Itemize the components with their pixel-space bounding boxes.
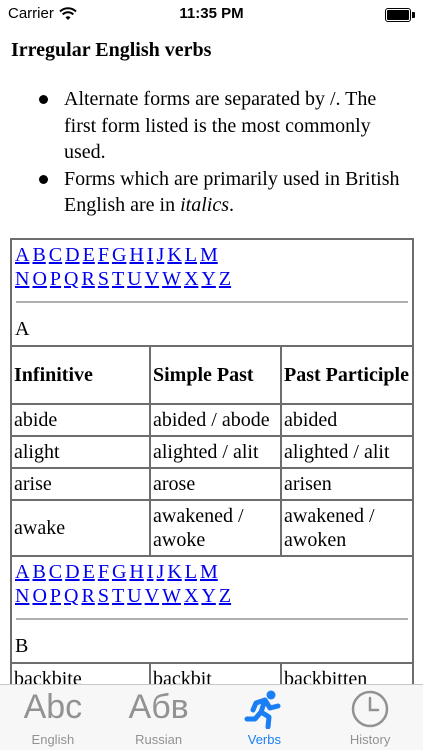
letter-link-u[interactable]: U [127, 268, 142, 290]
letter-link-b[interactable]: B [32, 561, 46, 583]
simple-past-cell: alighted / alit [151, 437, 282, 467]
letter-link-o[interactable]: O [32, 268, 47, 290]
letter-link-t[interactable]: T [111, 268, 125, 290]
column-header: Simple Past [151, 347, 282, 403]
verb-table [10, 238, 414, 684]
letter-link-j[interactable]: J [156, 244, 165, 266]
letter-link-h[interactable]: H [129, 561, 144, 583]
infinitive-cell: alight [12, 437, 151, 467]
letter-link-z[interactable]: Z [218, 585, 232, 607]
letter-link-n[interactable]: N [15, 268, 30, 290]
alphabet-row [15, 560, 409, 584]
letter-link-c[interactable]: C [48, 561, 63, 583]
alphabet-nav [12, 240, 412, 347]
letter-link-j[interactable]: J [156, 561, 165, 583]
letter-link-x[interactable]: X [183, 585, 199, 607]
tab-label: English [31, 732, 75, 747]
list-item [0, 166, 423, 219]
list-item [0, 86, 423, 166]
letter-link-q[interactable]: Q [64, 585, 79, 607]
letter-link-f[interactable]: F [97, 244, 109, 266]
past-participle-cell: abided [284, 409, 338, 431]
abc-icon: Abc [23, 688, 83, 726]
alphabet-nav [12, 557, 412, 664]
letter-link-t[interactable]: T [111, 585, 125, 607]
letter-link-k[interactable]: K [167, 244, 182, 266]
letter-link-p[interactable]: P [49, 268, 62, 290]
letter-link-l[interactable]: L [184, 244, 197, 266]
past-participle-cell: alighted / alit [284, 441, 390, 463]
letter-link-l[interactable]: L [184, 561, 197, 583]
letter-link-i[interactable]: I [146, 244, 154, 266]
status-bar [0, 0, 423, 30]
letter-link-z[interactable]: Z [218, 268, 232, 290]
cyrillic-icon: Абв [128, 688, 189, 726]
tab-verbs[interactable] [212, 685, 318, 750]
infinitive-cell: abide [12, 405, 151, 435]
clock-time: 11:35 PM [179, 5, 244, 22]
bullet-dot-icon [39, 175, 48, 184]
tab-english[interactable] [0, 685, 106, 750]
letter-link-d[interactable]: D [65, 561, 80, 583]
runner-icon [244, 689, 284, 729]
simple-past-cell: awakened / awoke [151, 501, 282, 555]
alphabet-row [15, 243, 409, 267]
tab-bar [0, 684, 423, 750]
letter-link-e[interactable]: E [82, 561, 95, 583]
letter-link-a[interactable]: A [15, 561, 30, 583]
letter-link-q[interactable]: Q [64, 268, 79, 290]
verbs-content[interactable] [0, 30, 423, 684]
clock-icon [350, 689, 390, 729]
letter-link-x[interactable]: X [183, 268, 199, 290]
letter-link-m[interactable]: M [199, 561, 218, 583]
bullet-dot-icon [39, 95, 48, 104]
letter-link-v[interactable]: V [144, 268, 160, 290]
letter-link-r[interactable]: R [81, 585, 95, 607]
alphabet-row [15, 584, 409, 608]
table-row [12, 469, 412, 501]
table-header-row [12, 347, 412, 405]
letter-link-p[interactable]: P [49, 585, 62, 607]
letter-link-w[interactable]: W [162, 585, 181, 607]
page-title: Irregular English verbs [11, 39, 212, 61]
intro-list [0, 86, 423, 219]
letter-link-g[interactable]: G [111, 244, 127, 266]
alphabet-row [15, 267, 409, 291]
section-heading: A [15, 318, 30, 340]
letter-link-w[interactable]: W [162, 268, 181, 290]
letter-link-g[interactable]: G [111, 561, 127, 583]
letter-link-o[interactable]: O [32, 585, 47, 607]
column-header: Infinitive [12, 347, 151, 403]
table-row [12, 437, 412, 469]
past-participle-cell: awakened / awoken [284, 505, 375, 551]
bullet-text: Forms which are primarily used in British English are in [64, 167, 400, 216]
tab-russian[interactable] [106, 685, 212, 750]
letter-link-a[interactable]: A [15, 244, 30, 266]
tab-history[interactable] [317, 685, 423, 750]
letter-link-r[interactable]: R [81, 268, 95, 290]
simple-past-cell: backbit [151, 664, 282, 684]
letter-link-s[interactable]: S [97, 268, 109, 290]
bullet-suffix: . [228, 194, 234, 216]
letter-link-d[interactable]: D [65, 244, 80, 266]
table-row [12, 405, 412, 437]
section-heading: B [15, 635, 29, 657]
simple-past-cell: arose [151, 469, 282, 499]
battery-icon [385, 8, 415, 22]
letter-link-e[interactable]: E [82, 244, 95, 266]
italics-example: italics [180, 194, 229, 216]
infinitive-cell: arise [12, 469, 151, 499]
infinitive-cell: awake [12, 501, 151, 555]
letter-link-b[interactable]: B [32, 244, 46, 266]
letter-link-m[interactable]: M [199, 244, 218, 266]
column-header: Past Participle [284, 364, 409, 386]
table-row [12, 501, 412, 557]
letter-link-h[interactable]: H [129, 244, 144, 266]
letter-link-y[interactable]: Y [201, 585, 216, 607]
letter-link-v[interactable]: V [144, 585, 160, 607]
infinitive-cell: backbite [12, 664, 151, 684]
letter-link-i[interactable]: I [146, 561, 154, 583]
table-row [12, 664, 412, 684]
letter-link-s[interactable]: S [97, 585, 109, 607]
tab-label: History [349, 732, 391, 747]
bullet-text: Alternate forms are separated by /. The first form listed is the most commonly used. [64, 88, 377, 163]
letter-link-n[interactable]: N [15, 585, 30, 607]
tab-label: Russian [135, 732, 183, 747]
simple-past-cell: abided / abode [151, 405, 282, 435]
letter-link-f[interactable]: F [97, 561, 109, 583]
tab-label: Verbs [247, 732, 281, 747]
letter-link-c[interactable]: C [48, 244, 63, 266]
letter-link-k[interactable]: K [167, 561, 182, 583]
past-participle-cell: arisen [284, 473, 332, 495]
past-participle-cell: backbitten [284, 668, 368, 684]
letter-link-u[interactable]: U [127, 585, 142, 607]
letter-link-y[interactable]: Y [201, 268, 216, 290]
carrier-label: Carrier [8, 5, 54, 22]
